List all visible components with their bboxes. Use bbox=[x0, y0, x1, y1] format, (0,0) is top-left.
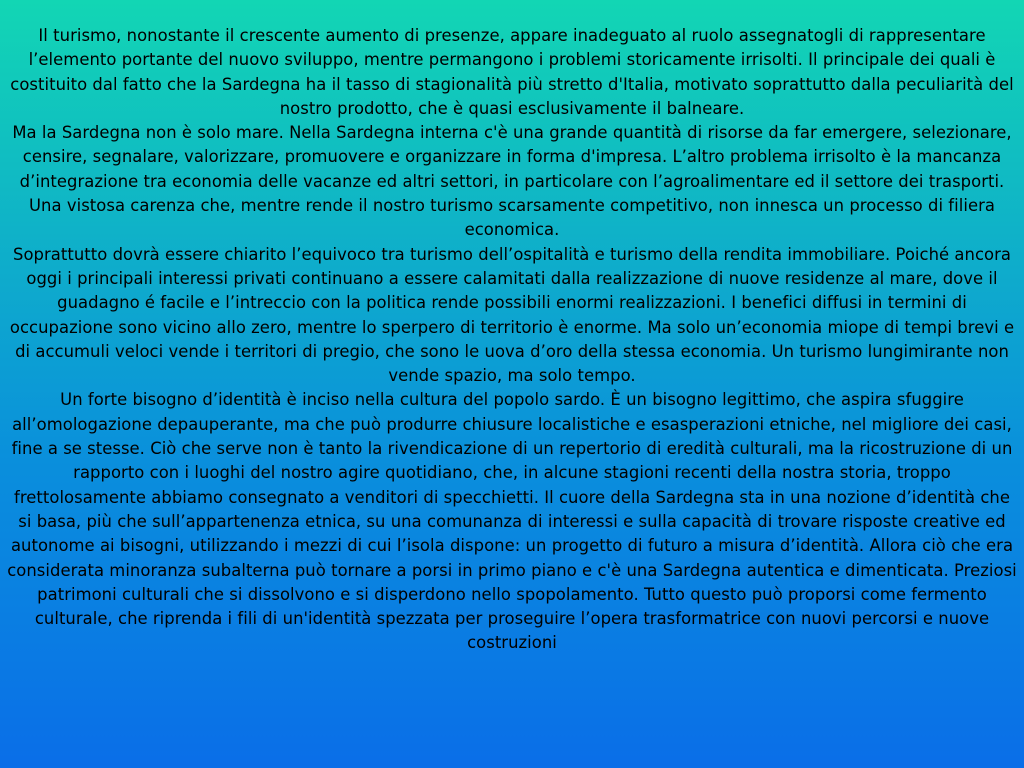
slide-text-body bbox=[0, 24, 1024, 656]
paragraph-identita: Un forte bisogno d’identità è inciso nella cultura del popolo sardo. È un bisogno legittimo, che aspira sfuggire all’omologazione depauperante, ma che può produrre chiusure localistiche e esasperazioni etniche, nel migliore dei casi, fine a se stesse. Ciò che serve non è tanto la rivendicazione di un repertorio di eredità culturali, ma la ricostruzione di un rapporto con i luoghi del nostro agire quotidiano, che, in alcune stagioni recenti della nostra storia, troppo frettolosamente abbiamo consegnato a venditori di specchietti. Il cuore della Sardegna sta in una nozione d’identità che si basa, più che sull’appartenenza etnica, su una comunanza di interessi e sulla capacità di trovare risposte creative ed autonome ai bisogni, utilizzando i mezzi di cui l’isola dispone: un progetto di futuro a misura d’identità. Allora ciò che era considerata minoranza subalterna può tornare a porsi in primo piano e c'è una Sardegna autentica e dimenticata. Preziosi patrimoni culturali che si dissolvono e si disperdono nello spopolamento. Tutto questo può proporsi come fermento culturale, che riprenda i fili di un'identità spezzata per proseguire l’opera trasformatrice con nuovi percorsi e nuove costruzioni bbox=[7, 390, 1017, 653]
paragraph-turismo-stagionalita: Il turismo, nonostante il crescente aumento di presenze, appare inadeguato al ruolo assegnatogli di rappresentare l’elemento portante del nuovo sviluppo, mentre permangono i problemi storicamente irrisolti. Il principale dei quali è costituito dal fatto che la Sardegna ha il tasso di stagionalità più stretto d'Italia, motivato soprattutto dalla peculiarità del nostro prodotto, che è quasi esclusivamente il balneare. bbox=[10, 26, 1014, 118]
paragraph-rendita-immobiliare: Soprattutto dovrà essere chiarito l’equivoco tra turismo dell’ospitalità e turismo della rendita immobiliare. Poiché ancora oggi i principali interessi privati continuano a essere calamitati dalla realizzazione di nuove residenze al mare, dove il guadagno é facile e l’intreccio con la politica rende possibili enormi realizzazioni. I benefici diffusi in termini di occupazione sono vicino allo zero, mentre lo sperpero di territorio è enorme. Ma solo un’economia miope di tempi brevi e di accumuli veloci vende i territori di pregio, che sono le uova d’oro della stessa economia. Un turismo lungimirante non vende spazio, ma solo tempo. bbox=[9, 244, 1015, 386]
paragraph-sardegna-interna: Ma la Sardegna non è solo mare. Nella Sardegna interna c'è una grande quantità di risorse da far emergere, selezionare, censire, segnalare, valorizzare, promuovere e organizzare in forma d'impresa. L’altro problema irrisolto è la mancanza d’integrazione tra economia delle vacanze ed altri settori, in particolare con l’agroalimentare ed il settore dei trasporti. Una vistosa carenza che, mentre rende il nostro turismo scarsamente competitivo, non innesca un processo di filiera economica. bbox=[12, 123, 1012, 240]
